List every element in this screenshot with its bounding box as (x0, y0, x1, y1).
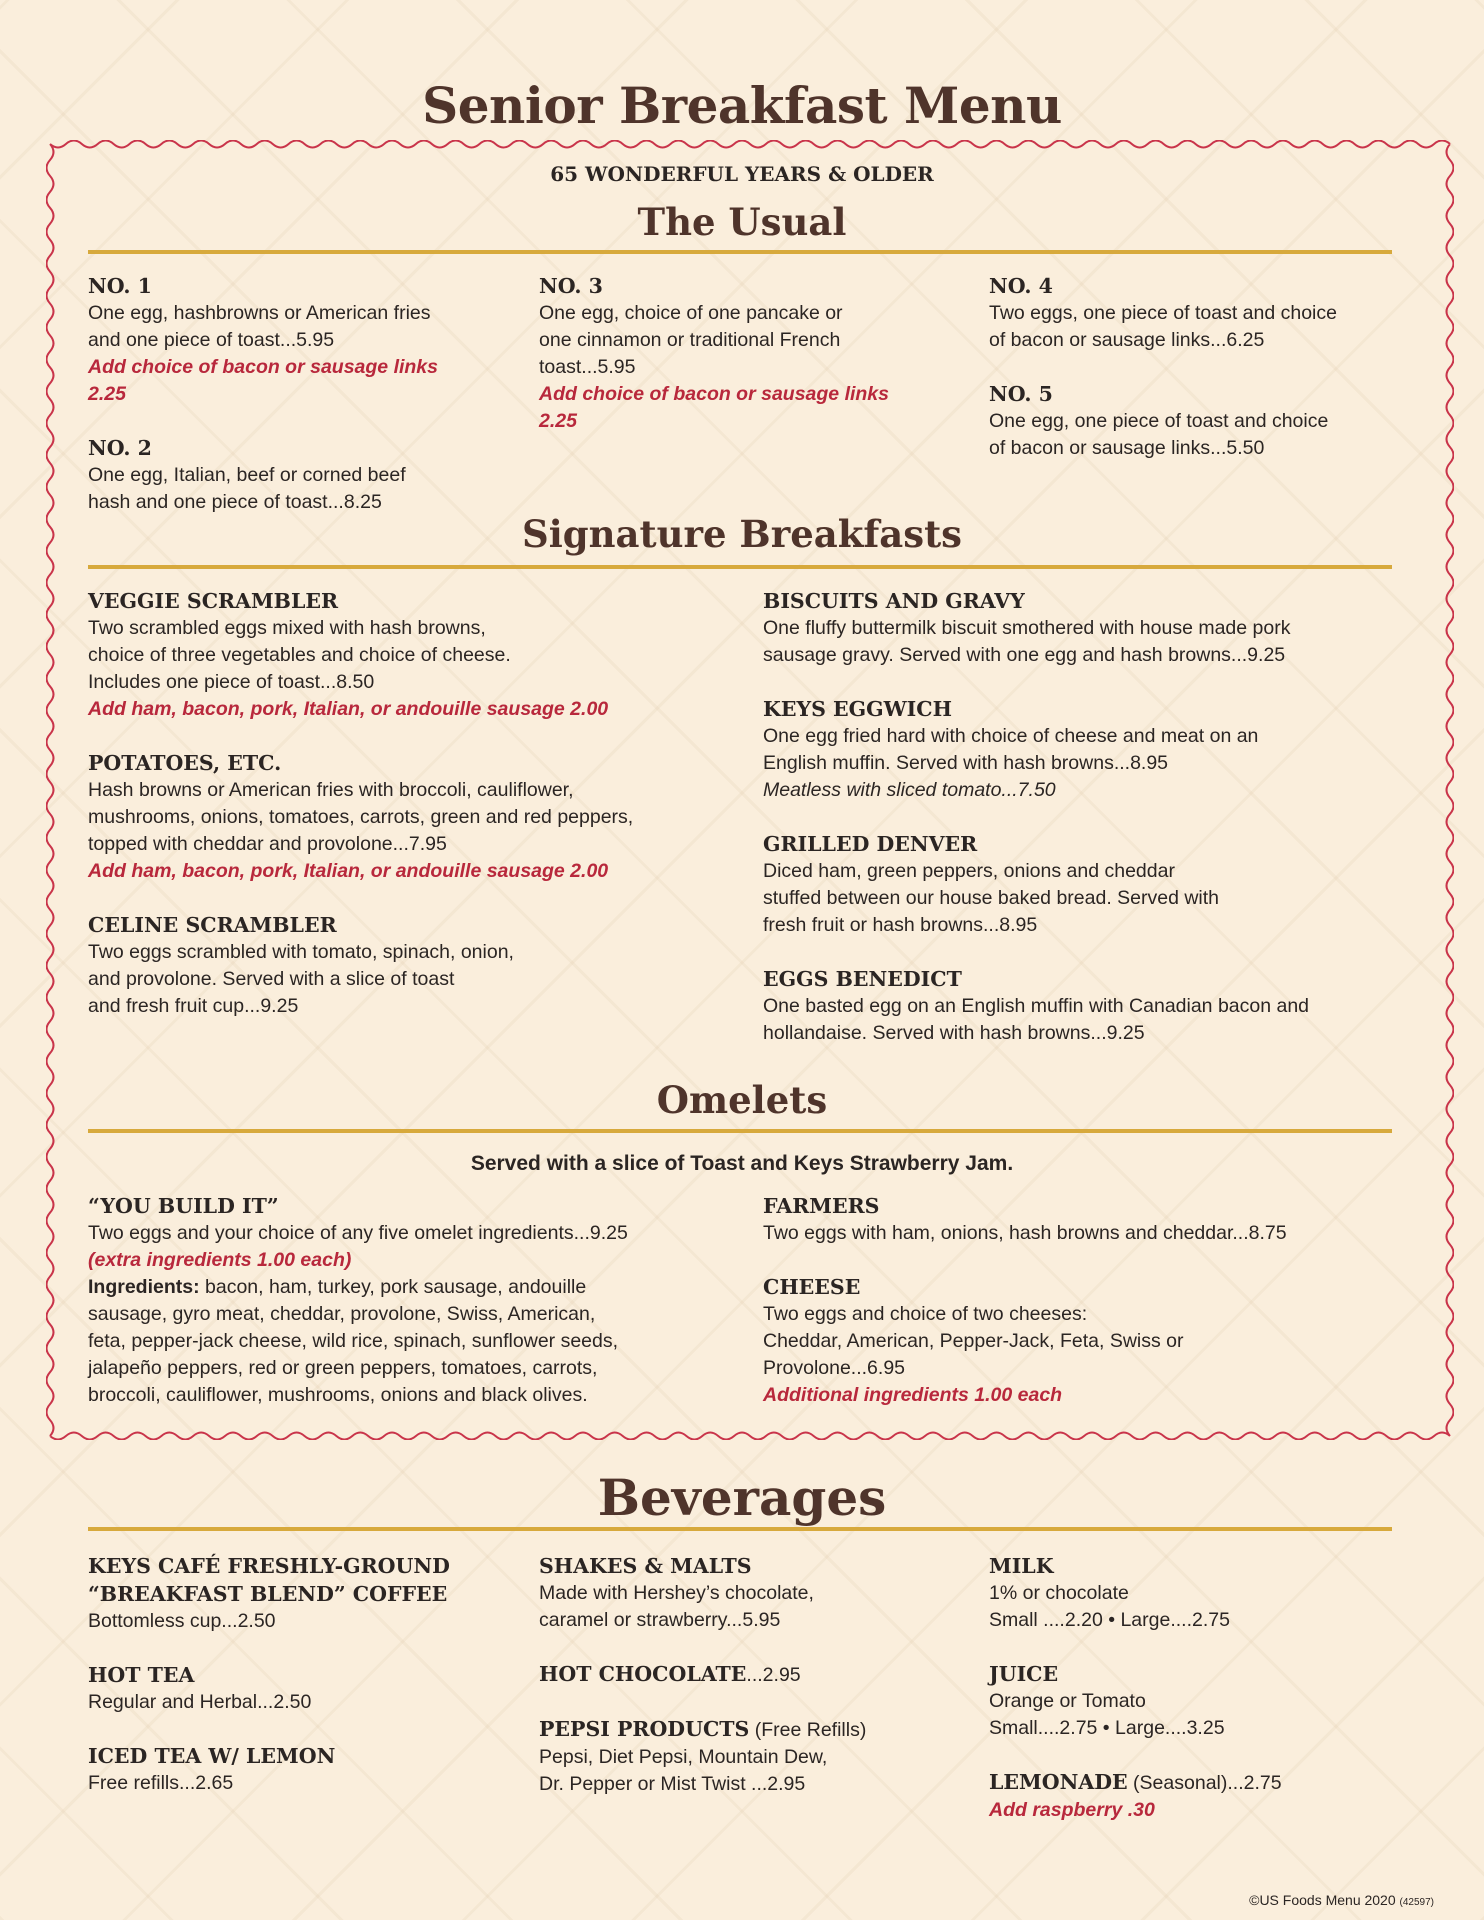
item-name-row (539, 1715, 969, 1744)
usual-column-2 (539, 272, 969, 461)
item-name: GRILLED DENVER (763, 832, 978, 856)
item-name: NO. 1 (88, 274, 152, 298)
item-name: CHEESE (763, 1275, 861, 1299)
ingredients-line (88, 1328, 728, 1355)
item-name-note: (Seasonal)...2.75 (1127, 1772, 1282, 1794)
copyright-footer (1249, 1892, 1434, 1908)
item-name: JUICE (989, 1662, 1059, 1686)
item-description: caramel or strawberry...5.95 (539, 1609, 781, 1631)
ingredients-text: sausage, gyro meat, cheddar, provolone, Swiss, American, (88, 1303, 596, 1325)
ingredients-line (88, 1355, 728, 1382)
menu-item (989, 380, 1409, 462)
ingredients-text: jalapeño peppers, red or green peppers, tomatoes, carrots, (88, 1357, 598, 1379)
item-description: and fresh fruit cup...9.25 (88, 995, 299, 1017)
item-name: “BREAKFAST BLEND” COFFEE (88, 1582, 448, 1606)
item-add-on: Add ham, bacon, pork, Italian, or andouille sausage 2.00 (88, 860, 609, 882)
section-title-omelets: Omelets (656, 1078, 828, 1122)
menu-item (88, 911, 728, 1020)
item-description: Dr. Pepper or Mist Twist ...2.95 (539, 1773, 806, 1795)
item-description: hollandaise. Served with hash browns...9.25 (763, 1022, 1145, 1044)
item-add-on: Add ham, bacon, pork, Italian, or andouille sausage 2.00 (88, 698, 609, 720)
copyright-text: ©US Foods Menu 2020 (1249, 1892, 1396, 1908)
item-description: Two eggs and choice of two cheeses: (763, 1303, 1088, 1325)
menu-item (539, 272, 969, 435)
ingredients-line (88, 1382, 728, 1409)
item-description: Regular and Herbal...2.50 (88, 1691, 312, 1713)
menu-item (539, 1552, 969, 1634)
item-name: SHAKES & MALTS (539, 1554, 752, 1578)
item-name: KEYS EGGWICH (763, 697, 952, 721)
item-add-on: Additional ingredients 1.00 each (763, 1384, 1063, 1406)
item-description: choice of three vegetables and choice of cheese. (88, 644, 511, 666)
item-name: NO. 3 (539, 274, 603, 298)
menu-item (539, 1660, 969, 1689)
item-alternative: Meatless with sliced tomato...7.50 (763, 779, 1056, 801)
item-description: Two eggs, one piece of toast and choice (989, 302, 1337, 324)
menu-item (763, 1273, 1403, 1409)
section-rule (88, 1129, 1392, 1133)
signature-right-column (763, 587, 1403, 1073)
item-description: Orange or Tomato (989, 1690, 1146, 1712)
menu-item (88, 434, 518, 516)
item-price: ...2.95 (746, 1664, 801, 1686)
item-description: One egg, one piece of toast and choice (989, 410, 1329, 432)
item-name: POTATOES, ETC. (88, 751, 282, 775)
item-description: Pepsi, Diet Pepsi, Mountain Dew, (539, 1746, 828, 1768)
item-name-note: (Free Refills) (749, 1719, 867, 1741)
item-description: and provolone. Served with a slice of toast (88, 968, 455, 990)
ingredients-label: Ingredients: (88, 1276, 200, 1298)
section-rule (88, 1527, 1392, 1531)
item-description: Small ....2.20 • Large....2.75 (989, 1609, 1230, 1631)
item-description: Made with Hershey’s chocolate, (539, 1582, 814, 1604)
menu-item (989, 1660, 1409, 1742)
item-description: one cinnamon or traditional French (539, 329, 841, 351)
item-name: LEMONADE (989, 1770, 1128, 1794)
item-name: PEPSI PRODUCTS (539, 1717, 750, 1741)
item-description: One basted egg on an English muffin with Canadian bacon and (763, 995, 1310, 1017)
item-description: Provolone...6.95 (763, 1357, 906, 1379)
item-description: English muffin. Served with hash browns...8.95 (763, 752, 1169, 774)
usual-column-3 (989, 272, 1409, 488)
item-name: NO. 2 (88, 436, 152, 460)
item-add-on: (extra ingredients 1.00 each) (88, 1249, 352, 1271)
item-description: Two eggs scrambled with tomato, spinach, onion, (88, 941, 514, 963)
item-description: Two scrambled eggs mixed with hash browns, (88, 617, 486, 639)
item-description: Free refills...2.65 (88, 1772, 234, 1794)
ingredients-line (88, 1301, 728, 1328)
item-add-on: 2.25 (539, 410, 577, 432)
item-name: NO. 4 (989, 274, 1053, 298)
item-name: NO. 5 (989, 382, 1053, 406)
item-description: topped with cheddar and provolone...7.95 (88, 833, 447, 855)
signature-left-column (88, 587, 728, 1046)
section-rule (88, 565, 1392, 569)
menu-item (539, 1715, 969, 1798)
item-description: One egg, Italian, beef or corned beef (88, 464, 406, 486)
item-description: of bacon or sausage links...5.50 (989, 437, 1265, 459)
item-description: 1% or chocolate (989, 1582, 1129, 1604)
beverages-column-1 (88, 1552, 518, 1823)
item-name: EGGS BENEDICT (763, 967, 962, 991)
omelets-right-column (763, 1192, 1403, 1435)
item-description: One egg, choice of one pancake or (539, 302, 843, 324)
item-name: FARMERS (763, 1194, 880, 1218)
omelets-left-column (88, 1192, 728, 1435)
item-description: stuffed between our house baked bread. Served with (763, 887, 1220, 909)
beverages-column-3 (989, 1552, 1409, 1850)
item-description: mushrooms, onions, tomatoes, carrots, green and red peppers, (88, 806, 634, 828)
item-name: “YOU BUILD IT” (88, 1194, 279, 1218)
ingredients-line (88, 1274, 728, 1301)
item-description: One egg, hashbrowns or American fries (88, 302, 431, 324)
item-name: KEYS CAFÉ FRESHLY-GROUND (88, 1554, 450, 1578)
item-description: Cheddar, American, Pepper-Jack, Feta, Swiss or (763, 1330, 1184, 1352)
item-name: HOT TEA (88, 1663, 195, 1687)
item-add-on: 2.25 (88, 383, 126, 405)
section-title-beverages: Beverages (597, 1468, 887, 1527)
beverages-column-2 (539, 1552, 969, 1824)
item-name-row (539, 1660, 969, 1689)
item-description: and one piece of toast...5.95 (88, 329, 335, 351)
menu-item (88, 1192, 728, 1409)
item-description: fresh fruit or hash browns...8.95 (763, 914, 1038, 936)
menu-item (989, 272, 1409, 354)
ingredients-text: feta, pepper-jack cheese, wild rice, spinach, sunflower seeds, (88, 1330, 619, 1352)
item-description: Hash browns or American fries with broccoli, cauliflower, (88, 779, 574, 801)
page-title: Senior Breakfast Menu (422, 76, 1062, 135)
item-add-on: Add choice of bacon or sausage links (539, 383, 890, 405)
item-description: of bacon or sausage links...6.25 (989, 329, 1265, 351)
item-description: Includes one piece of toast...8.50 (88, 671, 375, 693)
omelets-note: Served with a slice of Toast and Keys Strawberry Jam. (470, 1152, 1014, 1175)
section-rule (88, 250, 1392, 254)
item-description: Two eggs with ham, onions, hash browns and cheddar...8.75 (763, 1222, 1287, 1244)
menu-item (989, 1552, 1409, 1634)
menu-code: (42597) (1399, 1897, 1434, 1908)
section-title-usual: The Usual (637, 200, 847, 244)
item-description: Bottomless cup...2.50 (88, 1610, 276, 1632)
menu-item (88, 1742, 518, 1797)
item-name: BISCUITS AND GRAVY (763, 589, 1025, 613)
menu-item (763, 587, 1403, 669)
item-description: One fluffy buttermilk biscuit smothered with house made pork (763, 617, 1291, 639)
menu-item (763, 695, 1403, 804)
item-add-on: Add choice of bacon or sausage links (88, 356, 439, 378)
item-name-row (989, 1768, 1409, 1797)
ingredients-text: broccoli, cauliflower, mushrooms, onions and black olives. (88, 1384, 588, 1406)
section-title-signature: Signature Breakfasts (522, 512, 962, 556)
page-subtitle: 65 WONDERFUL YEARS & OLDER (550, 162, 934, 186)
menu-item (763, 965, 1403, 1047)
item-name: MILK (989, 1554, 1054, 1578)
item-name: CELINE SCRAMBLER (88, 913, 337, 937)
usual-column-1 (88, 272, 518, 542)
item-name: HOT CHOCOLATE (539, 1662, 747, 1686)
menu-item (989, 1768, 1409, 1824)
menu-item (763, 1192, 1403, 1247)
item-description: toast...5.95 (539, 356, 636, 378)
item-description: Small....2.75 • Large....3.25 (989, 1717, 1225, 1739)
menu-item (88, 1661, 518, 1716)
menu-item (88, 1552, 518, 1635)
item-description: One egg fried hard with choice of cheese and meat on an (763, 725, 1259, 747)
ingredients-text: bacon, ham, turkey, pork sausage, andouille (199, 1276, 587, 1298)
menu-item (88, 587, 728, 723)
item-add-on: Add raspberry .30 (989, 1799, 1155, 1821)
menu-item (88, 272, 518, 408)
item-name: VEGGIE SCRAMBLER (88, 589, 339, 613)
menu-item (88, 749, 728, 885)
item-description: Diced ham, green peppers, onions and cheddar (763, 860, 1175, 882)
item-name: ICED TEA W/ LEMON (88, 1744, 336, 1768)
item-description: Two eggs and your choice of any five omelet ingredients...9.25 (88, 1222, 628, 1244)
menu-item (763, 830, 1403, 939)
item-description: sausage gravy. Served with one egg and hash browns...9.25 (763, 644, 1286, 666)
item-description: hash and one piece of toast...8.25 (88, 491, 382, 513)
